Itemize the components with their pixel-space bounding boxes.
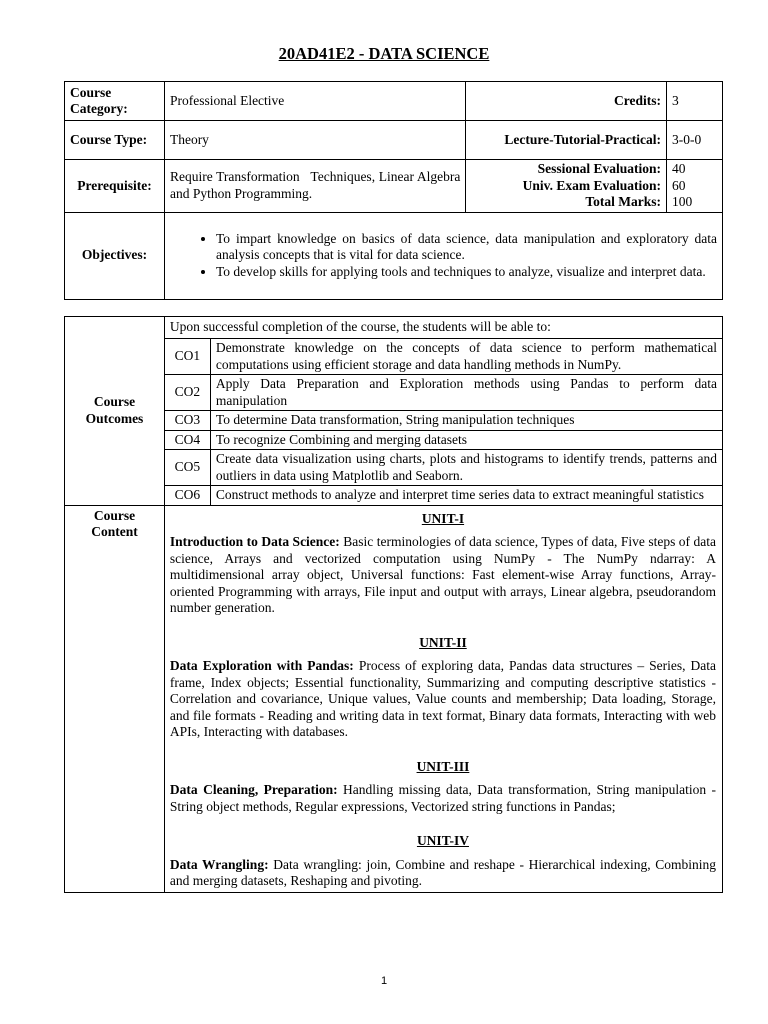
evaluation-labels: [466, 160, 667, 213]
unit-lead: Data Exploration with Pandas:: [169, 658, 354, 673]
credits-label: Credits:: [466, 82, 667, 121]
course-outcomes-table: [64, 316, 723, 893]
univ-label: Univ. Exam Evaluation:: [522, 177, 662, 193]
unit-text: Process of exploring data, Pandas data structures – Series, Data frame, Index objects; Essential functionality, Summarizing and computing descriptive statistics - Correlation and covariance, Unique values, Value counts and membership; Data loading, Storage, and file formats - Reading and writing data in text format, Binary data formats, Interacting with web APIs, Interacting with databases.: [169, 658, 717, 739]
unit-body: [170, 857, 716, 890]
info-row-category: [65, 82, 723, 121]
category-label: Course Category:: [65, 82, 165, 121]
sessional-value: 40: [672, 161, 686, 176]
unit-text: Handling missing data, Data transformation, String manipulation - String object methods, Regular expressions, Vectorized string functions in Pandas;: [169, 782, 716, 814]
objectives-list: [170, 231, 717, 281]
unit-lead: Data Wrangling:: [169, 856, 269, 872]
unit-heading: UNIT-II: [419, 634, 467, 650]
unit-heading: UNIT-IV: [416, 833, 469, 848]
outcome-text: To recognize Combining and merging datasets: [210, 430, 722, 450]
page-title: 20AD41E2 - DATA SCIENCE: [278, 44, 490, 63]
course-content-row: [65, 505, 723, 892]
outcome-code: CO6: [164, 486, 210, 506]
unit-heading: UNIT-III: [416, 758, 470, 774]
info-row-objectives: [65, 212, 723, 299]
outcome-code: CO5: [164, 450, 210, 486]
prereq-value: Require Transformation Techniques, Linear Algebra and Python Programming.: [164, 160, 465, 213]
outcome-code: CO1: [164, 339, 210, 375]
objectives-cell: [164, 212, 722, 299]
unit-text: Basic terminologies of data science, Types of data, Five steps of data science, Arrays and vectorized computation using NumPy - The NumPy ndarray: A multidimensional array object, Universal functions: Fast element-wise Array functions, Array-oriented Programming with arrays, File input and output with arrays, Linear algebra, pseudorandom number generation.: [169, 534, 716, 615]
info-row-type: [65, 121, 723, 160]
outcome-text: Demonstrate knowledge on the concepts of data science to perform mathematical computations using efficient storage and data handling methods in NumPy.: [210, 339, 722, 375]
course-info-table: [64, 81, 723, 300]
total-label: Total Marks:: [585, 194, 662, 209]
outcomes-label: Course Outcomes: [65, 317, 165, 506]
objectives-label: Objectives:: [65, 212, 165, 299]
objective-item: • To develop skills for applying tools and techniques to analyze, visualize and interpret data.: [216, 264, 717, 281]
evaluation-values: [667, 160, 723, 213]
outcome-code: CO2: [164, 375, 210, 411]
outcome-code: CO3: [164, 411, 210, 431]
prereq-label: Prerequisite:: [65, 160, 165, 213]
outcome-code: CO4: [164, 430, 210, 450]
ltp-label: Lecture-Tutorial-Practical:: [466, 121, 667, 160]
sessional-label: Sessional Evaluation:: [537, 161, 662, 176]
outcomes-intro-row: [65, 317, 723, 339]
outcome-text: To determine Data transformation, String manipulation techniques: [210, 411, 722, 431]
page-number: 1: [380, 975, 388, 987]
category-value: Professional Elective: [164, 82, 465, 121]
total-value: 100: [672, 194, 693, 209]
outcomes-intro: Upon successful completion of the course, the students will be able to:: [164, 317, 722, 339]
outcome-text: Create data visualization using charts, plots and histograms to identify trends, patterns and outliers in data using Matplotlib and Seaborn.: [210, 450, 722, 486]
credits-value: 3: [667, 82, 723, 121]
unit-lead: Data Cleaning, Preparation:: [169, 782, 338, 797]
info-row-prerequisite: [65, 160, 723, 213]
unit-body: [170, 534, 716, 617]
unit-body: [170, 658, 716, 741]
outcome-text: Apply Data Preparation and Exploration methods using Pandas to perform data manipulation: [210, 375, 722, 411]
content-label: Course Content: [65, 505, 165, 892]
type-value: Theory: [164, 121, 465, 160]
univ-value: 60: [672, 177, 686, 193]
objective-item: • To impart knowledge on basics of data science, data manipulation and exploratory data analysis concepts that is vital for data science.: [216, 231, 717, 264]
unit-lead: Introduction to Data Science:: [169, 534, 340, 549]
unit-heading: UNIT-I: [421, 510, 465, 526]
content-cell: [164, 505, 722, 892]
unit-text: Data wrangling: join, Combine and reshape - Hierarchical indexing, Combining and merging datasets, Reshaping and pivoting.: [169, 856, 717, 888]
type-label: Course Type:: [65, 121, 165, 160]
ltp-value: 3-0-0: [667, 121, 723, 160]
outcome-text: Construct methods to analyze and interpret time series data to extract meaningful statistics: [210, 486, 722, 506]
unit-body: [170, 782, 716, 815]
